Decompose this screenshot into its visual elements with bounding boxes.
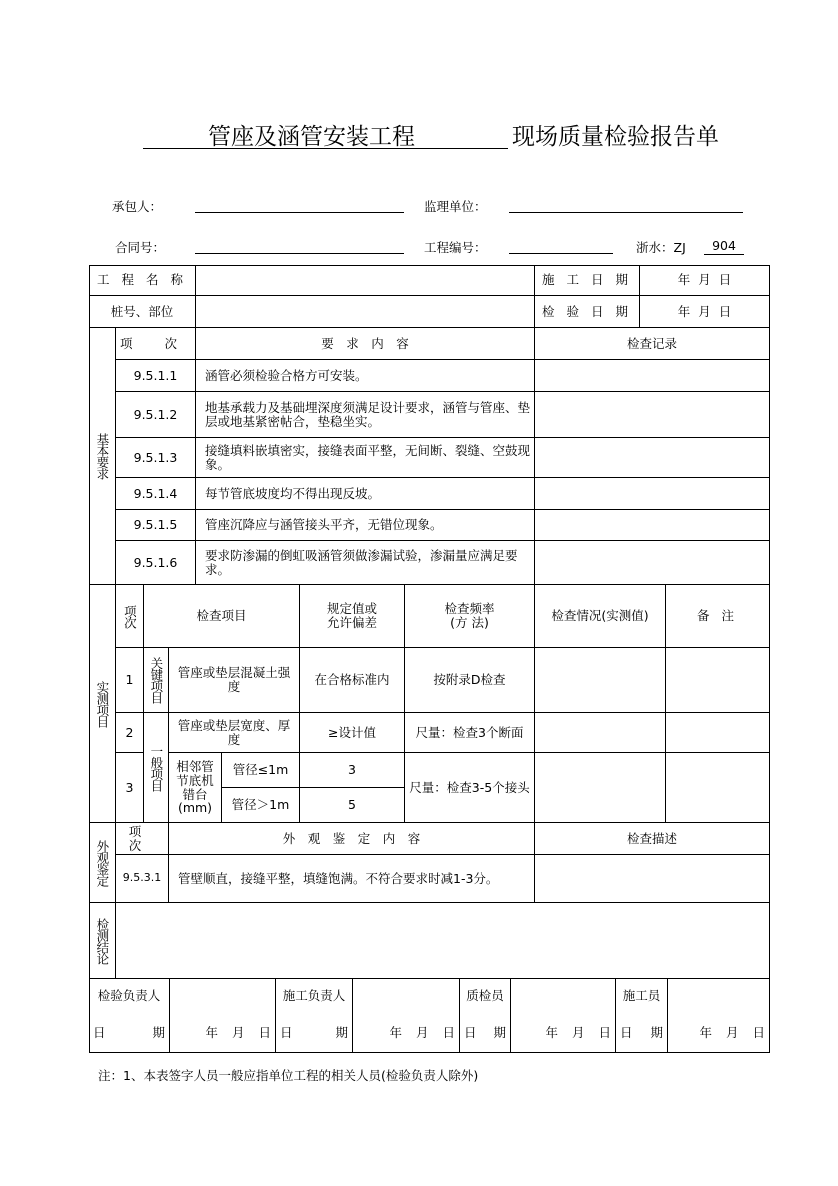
contract-no-label: 合同号： <box>115 240 166 255</box>
project-name-field[interactable] <box>196 265 535 296</box>
basic-row-text: 每节管底坡度均不得出现反坡。 <box>196 478 535 510</box>
conclusion-field[interactable] <box>116 903 770 979</box>
row2-freq: 尺量：检查3个断面 <box>405 713 535 753</box>
appearance-desc-field[interactable] <box>535 855 770 903</box>
basic-row-record[interactable] <box>535 392 770 438</box>
row1-item: 管座或垫层混凝土强度 <box>169 648 300 713</box>
basic-row-code: 9.5.1.5 <box>116 510 196 541</box>
measured-section-label: 实测项目 <box>89 585 116 823</box>
row2-no: 2 <box>116 713 144 753</box>
row3-note[interactable] <box>666 753 770 823</box>
station-label: 桩号、部位 <box>89 296 196 328</box>
basic-col-item: 项 次 <box>116 328 196 360</box>
appearance-section-label: 外观鉴定 <box>89 823 116 903</box>
worker-sign[interactable] <box>668 979 770 1053</box>
year-label: 年 <box>205 1025 218 1041</box>
basic-row-record[interactable] <box>535 541 770 585</box>
day-label: 日 <box>598 1025 611 1041</box>
row3-item: 相邻管节底机错台(mm) <box>169 753 222 823</box>
form-code-value: 904 <box>704 238 744 255</box>
appearance-text: 管壁顺直，接缝平整，填缝饱满。不符合要求时减1-3分。 <box>169 855 535 903</box>
date-label-2: 期 <box>650 1025 663 1041</box>
month-label: 月 <box>725 1025 739 1041</box>
basic-section-label: 基本要求 <box>89 328 116 585</box>
row3-spec2: 5 <box>300 788 405 823</box>
construction-date-label: 施 工 日 期 <box>535 265 640 296</box>
basic-row-text: 涵管必须检验合格方可安装。 <box>196 360 535 392</box>
month-label: 月 <box>415 1025 429 1041</box>
inspector-lead-cell <box>89 979 170 1053</box>
row3-sub1: 管径≤1m <box>222 753 300 788</box>
row1-note[interactable] <box>666 648 770 713</box>
project-name-label: 工 程 名 称 <box>89 265 196 296</box>
row3-result[interactable] <box>535 753 666 823</box>
basic-row-code: 9.5.1.2 <box>116 392 196 438</box>
date-label-2: 期 <box>335 1025 348 1041</box>
construction-lead-sign[interactable] <box>353 979 460 1053</box>
title-part2: 现场质量检验报告单 <box>512 124 719 150</box>
basic-row-code: 9.5.1.6 <box>116 541 196 585</box>
date-label-2: 期 <box>152 1025 165 1041</box>
year-label: 年 <box>389 1025 402 1041</box>
construction-date-field[interactable]: 年 月 日 <box>640 265 770 296</box>
row1-spec: 在合格标准内 <box>300 648 405 713</box>
date-label-1: 日 <box>280 1025 293 1041</box>
inspection-date-field[interactable]: 年 月 日 <box>640 296 770 328</box>
footnote: 注：1、本表签字人员一般应指单位工程的相关人员(检验负责人除外) <box>98 1068 479 1083</box>
supervisor-field[interactable] <box>509 212 743 213</box>
basic-row-record[interactable] <box>535 438 770 478</box>
basic-row-record[interactable] <box>535 360 770 392</box>
quality-inspector-cell <box>460 979 511 1053</box>
date-label-1: 日 <box>464 1025 477 1041</box>
basic-row-code: 9.5.1.3 <box>116 438 196 478</box>
row3-spec1: 3 <box>300 753 405 788</box>
quality-inspector-sign[interactable] <box>511 979 616 1053</box>
basic-row-text: 地基承载力及基础埋深度须满足设计要求，涵管与管座、垫层或地基紧密帖合，垫稳坐实。 <box>196 392 535 438</box>
quality-inspector-label: 质检员 <box>466 988 504 1003</box>
year-label: 年 <box>545 1025 558 1041</box>
measured-col-freq <box>405 585 535 648</box>
basic-row-code: 9.5.1.4 <box>116 478 196 510</box>
row1-freq: 按附录D检查 <box>405 648 535 713</box>
day-label: 日 <box>258 1025 271 1041</box>
title-part1: 管座及涵管安装工程 <box>208 124 415 150</box>
row3-sub2: 管径＞1m <box>222 788 300 823</box>
worker-label: 施工员 <box>622 988 661 1003</box>
inspector-lead-label: 检验负责人 <box>97 988 161 1003</box>
inspection-date-label: 检 验 日 期 <box>535 296 640 328</box>
key-items-label: 关键项目 <box>144 648 169 713</box>
appearance-code: 9.5.3.1 <box>116 855 169 903</box>
project-no-field[interactable] <box>509 253 613 254</box>
general-items-label: 一般项目 <box>144 713 169 823</box>
row2-result[interactable] <box>535 713 666 753</box>
station-field[interactable] <box>196 296 535 328</box>
date-label-2: 期 <box>493 1025 506 1041</box>
measured-col-freq-line2: (方 法) <box>450 615 489 630</box>
conclusion-section-label: 检测结论 <box>89 903 116 979</box>
basic-row-text: 要求防渗漏的倒虹吸涵管须做渗漏试验，渗漏量应满足要求。 <box>196 541 535 585</box>
month-label: 月 <box>571 1025 585 1041</box>
appearance-col-desc: 检查描述 <box>535 823 770 855</box>
construction-lead-cell <box>276 979 353 1053</box>
row2-item: 管座或垫层宽度、厚度 <box>169 713 300 753</box>
basic-row-text: 接缝填料嵌填密实，接缝表面平整，无间断、裂缝、空鼓现象。 <box>196 438 535 478</box>
row3-freq: 尺量：检查3-5个接头 <box>405 753 535 823</box>
basic-row-record[interactable] <box>535 510 770 541</box>
measured-col-spec: 规定值或允许偏差 <box>300 585 405 648</box>
form-code-label: 浙水：ZJ <box>636 240 686 255</box>
measured-col-note: 备 注 <box>666 585 770 648</box>
measured-col-result: 检查情况(实测值) <box>535 585 666 648</box>
construction-lead-label: 施工负责人 <box>282 988 346 1003</box>
project-no-label: 工程编号： <box>424 240 487 255</box>
year-label: 年 <box>699 1025 712 1041</box>
row2-note[interactable] <box>666 713 770 753</box>
day-label: 日 <box>442 1025 455 1041</box>
basic-row-record[interactable] <box>535 478 770 510</box>
basic-col-record: 检查记录 <box>535 328 770 360</box>
date-label-1: 日 <box>93 1025 106 1041</box>
row1-result[interactable] <box>535 648 666 713</box>
title-underline <box>143 148 508 149</box>
inspector-lead-sign[interactable] <box>170 979 276 1053</box>
measured-col-item: 项次 <box>116 585 144 648</box>
basic-row-code: 9.5.1.1 <box>116 360 196 392</box>
row2-spec: ≥设计值 <box>300 713 405 753</box>
basic-row-text: 管座沉降应与涵管接头平齐，无错位现象。 <box>196 510 535 541</box>
contractor-label: 承包人： <box>112 199 163 214</box>
contract-no-field[interactable] <box>195 253 404 254</box>
day-label: 日 <box>752 1025 765 1041</box>
appearance-col-item: 项 次 <box>116 823 169 855</box>
supervisor-label: 监理单位： <box>424 199 487 214</box>
basic-col-content: 要 求 内 容 <box>196 328 535 360</box>
date-label-1: 日 <box>620 1025 633 1041</box>
measured-col-check: 检查项目 <box>144 585 300 648</box>
appearance-col-content: 外 观 鉴 定 内 容 <box>169 823 535 855</box>
measured-col-freq-line1: 检查频率 <box>444 601 495 617</box>
row3-no: 3 <box>116 753 144 823</box>
worker-cell <box>616 979 668 1053</box>
row1-no: 1 <box>116 648 144 713</box>
contractor-field[interactable] <box>195 212 404 213</box>
month-label: 月 <box>231 1025 245 1041</box>
